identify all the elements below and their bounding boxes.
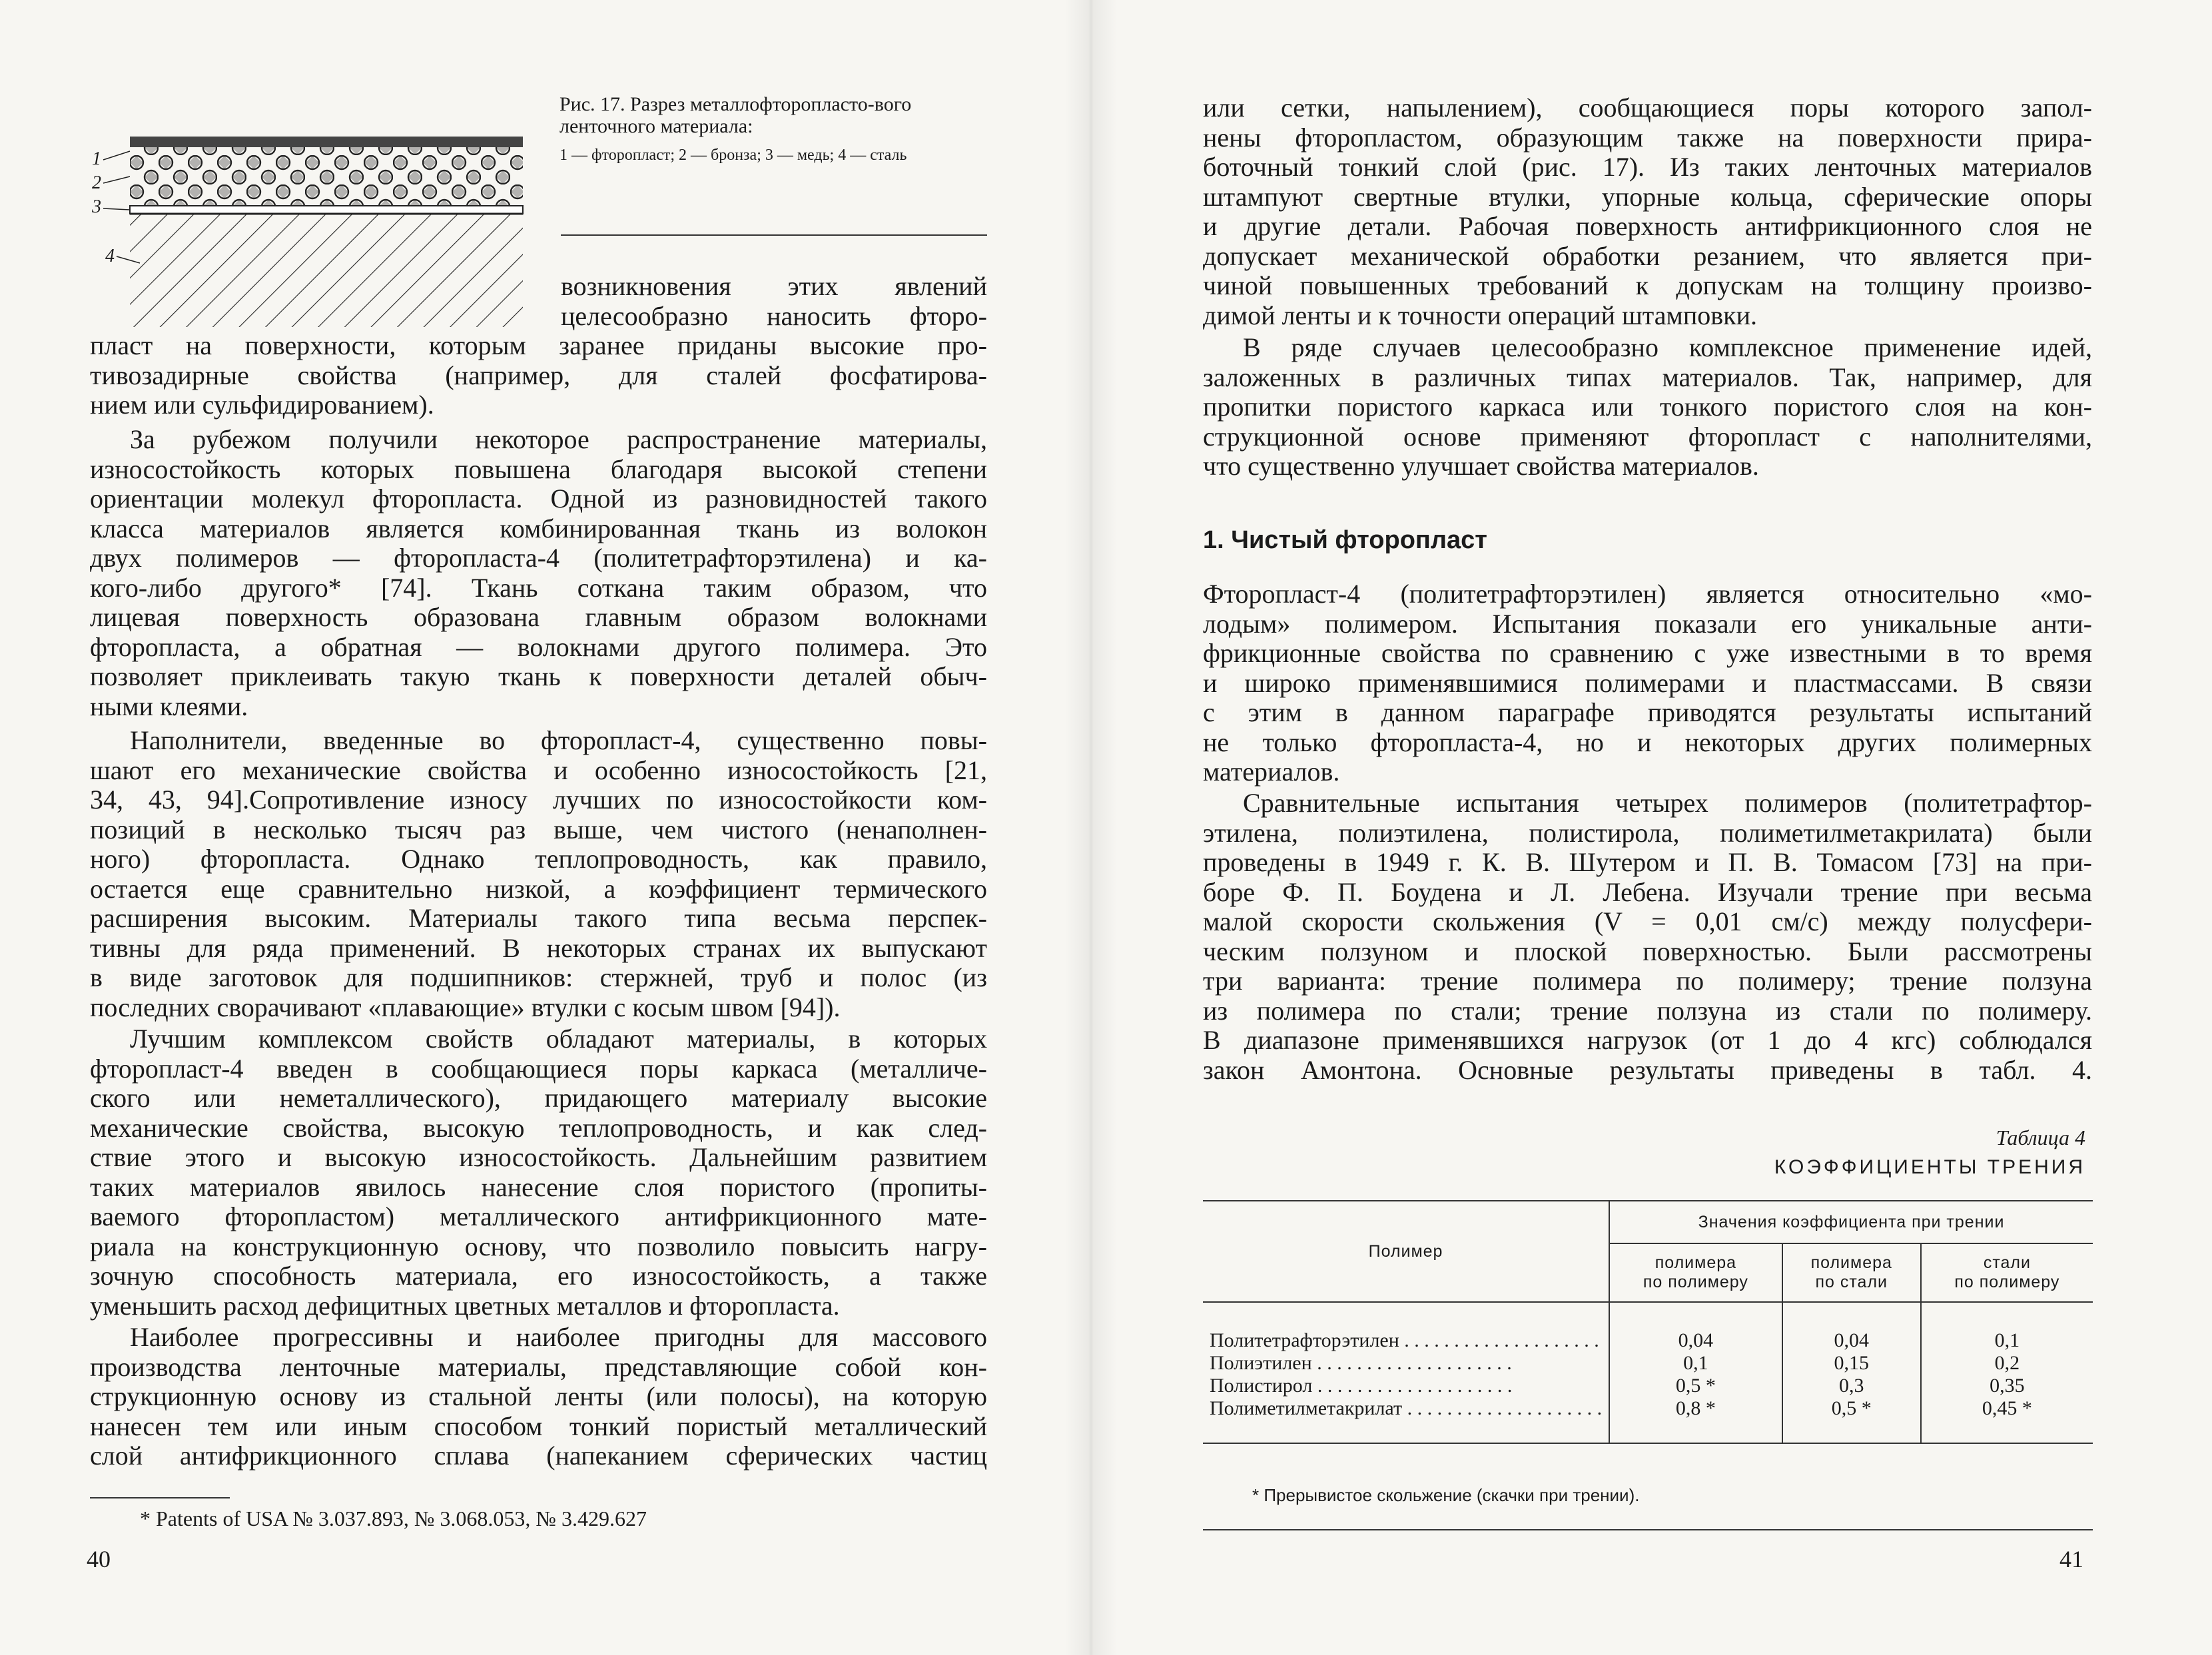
table-label: Таблица 4 xyxy=(1996,1126,2085,1150)
paragraph-continued-right: или сетки, напылением), сообщающиеся поры которого запол- нены фторопластом, образующим также на поверхности прира- боточный тонкий слой (рис. 17). Из таких ленточных материалов штампуют свертные втулки, упорные кольца, сферические опоры и другие детали. Рабочая поверхность антифрикционного слоя не допускает механической обработки резанием, что является при- чиной повышенных требований к допускам на толщину произво- димой ленты и к точности операций штамповки. xyxy=(1203,93,2092,330)
figure-17-cross-section xyxy=(92,97,553,350)
paragraph-best-complex: Лучшим комплексом свойств обладают материалы, в которых фторопласт-4 введен в сообщающиеся поры каркаса (металличе- ского или неметаллического), придающего материалу высокие механические свойства, высокую теплопроводность, и как след- ствие этого и высокую износостойкость. Дальнейшим развитием таких материалов явилось нанесение слоя пористого (пропиты- ваемого фторопластом) металлического антифрикционного мате- риала на конструкционную основу, что позволило повысить нагру- зочную способность материала, его износостойкость, а также уменьшить расход дефицитных цветных металлов и фторопласта. xyxy=(90,1024,987,1321)
footnote: * Patents of USA № 3.037.893, № 3.068.053, № 3.429.627 xyxy=(140,1506,647,1530)
page-number-right: 41 xyxy=(2059,1546,2083,1572)
table-title: КОЭФФИЦИЕНТЫ ТРЕНИЯ xyxy=(1774,1156,2085,1178)
paragraph-combined-use: В ряде случаев целесообразно комплексное применение идей, заложенных в различных типах материалов. Так, например, для пропитки пористого каркаса или тонкого пористого слоя на кон- струкционной основе применяют фторопласт с наполнителями, что существенно улучшает свойства материалов. xyxy=(1203,332,2092,481)
left-page xyxy=(0,0,1072,1655)
table-row: Полистирол . . . . . . . . . . . . . . . . . . . . 0,5 * 0,3 0,35 xyxy=(1203,1375,2093,1397)
layer-ptfe xyxy=(130,137,523,147)
section-heading: 1. Чистый фторопласт xyxy=(1203,526,1487,554)
page-number-left: 40 xyxy=(87,1546,111,1572)
dot-leader: . . . . . . . . . . . . . . . . . . . . xyxy=(1312,1375,1513,1397)
paragraph-abroad: За рубежом получили некоторое распространение материалы, износостойкость которых повышена благодаря высокой степени ориентации молекул фторопласта. Одной из разновидностей такого класса материалов является комбинированная ткань из волокон двух полимеров — фторопласта-4 (политетрафторэтилена) и ка- кого-либо другого* [74]. Ткань соткана таким образом, что лицевая поверхность образована главным образом волокнами фторопласта, а обратная — волокнами другого полимера. Это позволяет приклеивать такую ткань к поверхности деталей обыч- ными клеями. xyxy=(90,424,987,721)
figure-legend: 1 — фторопласт; 2 — бронза; 3 — медь; 4 — сталь xyxy=(559,147,907,164)
footnote-rule xyxy=(90,1497,230,1498)
table-row: Полиметилметакрилат . . . . . . . . . . . . . . . . . . . . 0,8 * 0,5 * 0,45 * xyxy=(1203,1397,2093,1420)
table-bottom-rule xyxy=(1203,1529,2093,1530)
subheader-steel-polymer: стали по полимеру xyxy=(1921,1243,2093,1302)
layer-copper xyxy=(130,206,523,214)
figure-label-2: 2 xyxy=(92,172,101,193)
table-footnote: * Прерывистое скольжение (скачки при трении). xyxy=(1252,1485,1640,1505)
caption-rule xyxy=(561,234,987,236)
figure-label-1: 1 xyxy=(92,149,101,169)
paragraph-comparative-tests: Сравнительные испытания четырех полимеров (политетрафтор- этилена, полиэтилена, полистирола, полиметилметакрилата) были проведены в 1949 г. К. В. Шутером и П. В. Томасом [73] на при- боре Ф. П. Боудена и Л. Лебена. Изучали трение при весьма малой скорости скольжения (V = 0,01 см/с) между полусфери- ческим ползуном и плоской поверхностью. Были рассмотрены три варианта: трение полимера по полимеру; трение ползуна из полимера по стали; трение ползуна из стали по полимеру. В диапазоне применявшихся нагрузок (от 1 до 4 кгс) соблюдался закон Амонтона. Основные результаты приведены в табл. 4. xyxy=(1203,788,2092,1085)
col-polymer-header: Полимер xyxy=(1203,1201,1609,1302)
friction-table xyxy=(1203,1200,2093,1444)
figure-caption xyxy=(559,93,992,165)
paragraph-fillers: Наполнители, введенные во фторопласт-4, существенно повы- шают его механические свойства и особенно износостойкость [21, 34, 43, 94].Сопротивление износу лучших по износостойкости ком- позиций в несколько тысяч раз выше, чем чистого (ненаполнен- ного) фторопласта. Однако теплопроводность, как правило, остается еще сравнительно низкой, а коэффициент термического расширения высоким. Материалы такого типа весьма перспек- тивны для ряда применений. В некоторых странах их выпускают в виде заготовок для подшипников: стержней, труб и полос (из последних сворачивают «плавающие» втулки с косым швом [94]). xyxy=(90,725,987,1022)
table-row: Политетрафторэтилен . . . . . . . . . . . . . . . . . . . . 0,04 0,04 0,1 xyxy=(1203,1329,2093,1352)
figure-label-3: 3 xyxy=(92,196,101,217)
subheader-polymer-steel: полимера по стали xyxy=(1782,1243,1921,1302)
dot-leader: . . . . . . . . . . . . . . . . . . . . xyxy=(1311,1352,1512,1374)
table-row: Полиэтилен . . . . . . . . . . . . . . . . . . . . 0,1 0,15 0,2 xyxy=(1203,1352,2093,1375)
layer-bronze xyxy=(130,147,523,206)
figure-label-4: 4 xyxy=(105,246,115,266)
col-group-header: Значения коэффициента при трении xyxy=(1609,1201,2093,1243)
subheader-polymer-polymer: полимера по полимеру xyxy=(1609,1243,1782,1302)
paragraph-ptfe: Фторопласт-4 (политетрафторэтилен) является относительно «мо- лодым» полимером. Испытания показали его уникальные анти- фрикционные свойства по сравнению с уже известными в то время и широко применявшимися полимерами и пластмассами. В связи с этим в данном параграфе приводятся результаты испытаний не только фторопласта-4, но и некоторых других полимерных материалов. xyxy=(1203,579,2092,787)
figure-caption-title: Рис. 17. Разрез металлофторопласто-вого ленточного материала: xyxy=(559,93,912,137)
figure-17-drawing xyxy=(100,97,553,350)
layer-steel xyxy=(130,214,523,327)
paragraph-continued: пласт на поверхности, которым заранее приданы высокие про- тивозадирные свойства (например, для сталей фосфатирова- нием или сульфидированием). xyxy=(90,330,987,420)
dot-leader: . . . . . . . . . . . . . . . . . . . . xyxy=(1399,1329,1599,1351)
paragraph-strip-materials: Наиболее прогрессивны и наиболее пригодны для массового производства ленточные материалы, представляющие собой кон- струкционную основу из стальной ленты (или полосы), на которую нанесен тем или иным способом тонкий пористый металлический слой антифрикционного сплава (напеканием сферических частиц xyxy=(90,1322,987,1471)
paragraph-intro-right-of-figure: возникновения этих явлений целесообразно наносить фторо- xyxy=(561,271,987,331)
dot-leader: . . . . . . . . . . . . . . . . . . . . xyxy=(1402,1397,1603,1419)
